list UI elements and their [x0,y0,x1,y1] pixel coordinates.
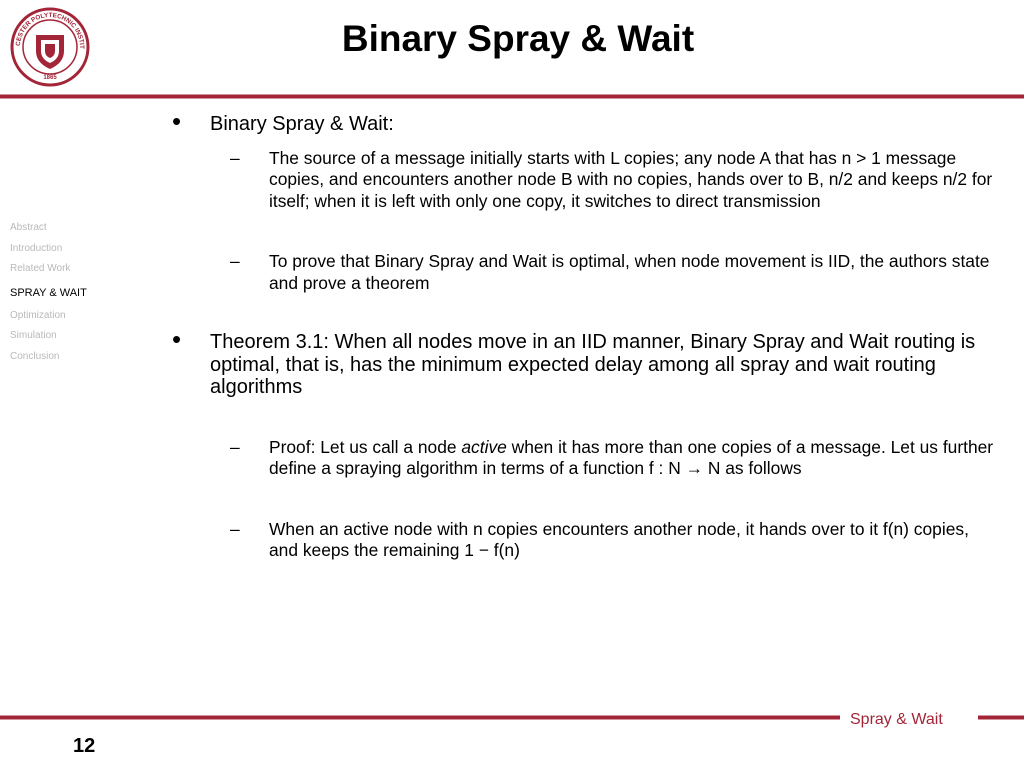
nav-item-optimization[interactable]: Optimization [10,309,66,321]
bullet-text: Theorem 3.1: When all nodes move in an IID manner, Binary Spray and Wait routing is optimal, that is, has the minimum expected delay among all spray and wait routing algorithms [210,331,976,398]
footer-rule-right [978,715,1024,720]
page-number: 12 [73,735,96,757]
bullet-item [172,324,1002,399]
footer-title: Spray & Wait [850,711,943,728]
sub-bullet-item [172,437,1002,480]
sub-bullet-item [172,148,1002,213]
bullet-item [172,106,1002,136]
sub-bullet-item [172,519,1002,562]
nav-item-conclusion[interactable]: Conclusion [10,350,60,362]
nav-item-introduction[interactable]: Introduction [10,242,63,254]
nav-item-related-work[interactable]: Related Work [10,263,71,275]
dash-icon: – [230,147,240,168]
dash-icon: – [230,518,240,539]
nav-item-spray-and-wait[interactable]: SPRAY & WAIT [10,286,87,299]
seal-arc-text: CESTER POLYTECHNIC INSTIT [14,11,86,49]
text-run: Proof: Let us call a node [269,436,462,457]
sub-bullet-text: To prove that Binary Spray and Wait is optimal, when node movement is IID, the authors state and prove a theorem [269,251,990,293]
sub-bullet-text: When an active node with n copies encounters another node, it hands over to it f(n) copies, and keeps the remaining 1 − f(n) [269,518,969,560]
slide-body [172,106,1002,562]
dash-icon: – [230,251,240,271]
sub-bullet-text: The source of a message initially starts with L copies; any node A that has n > 1 message copies, and encounters another node B with no copies, hands over to B, n/2 and keeps n/2 for itself; when it is left with only one copy, it switches to direct transmission [269,147,993,211]
sub-bullet-item [172,251,1002,294]
emphasis-text: active [461,436,507,457]
bullet-icon: • [172,106,182,136]
header-rule [0,94,1024,99]
seal-year: 1865 [43,75,57,81]
bullet-text: Binary Spray & Wait: [210,113,394,135]
nav-item-abstract[interactable]: Abstract [10,222,47,233]
bullet-icon: • [172,324,182,354]
footer-rule [0,715,840,720]
slide-title: Binary Spray & Wait [341,18,695,59]
section-nav [10,218,150,368]
sub-bullet-text [269,437,993,479]
text-run: when it has more than one copies of a message. Let us further define a spraying algorithm in terms of a function f : N → N as follows [269,436,994,478]
dash-icon: – [230,436,240,457]
nav-item-simulation[interactable]: Simulation [10,330,57,342]
